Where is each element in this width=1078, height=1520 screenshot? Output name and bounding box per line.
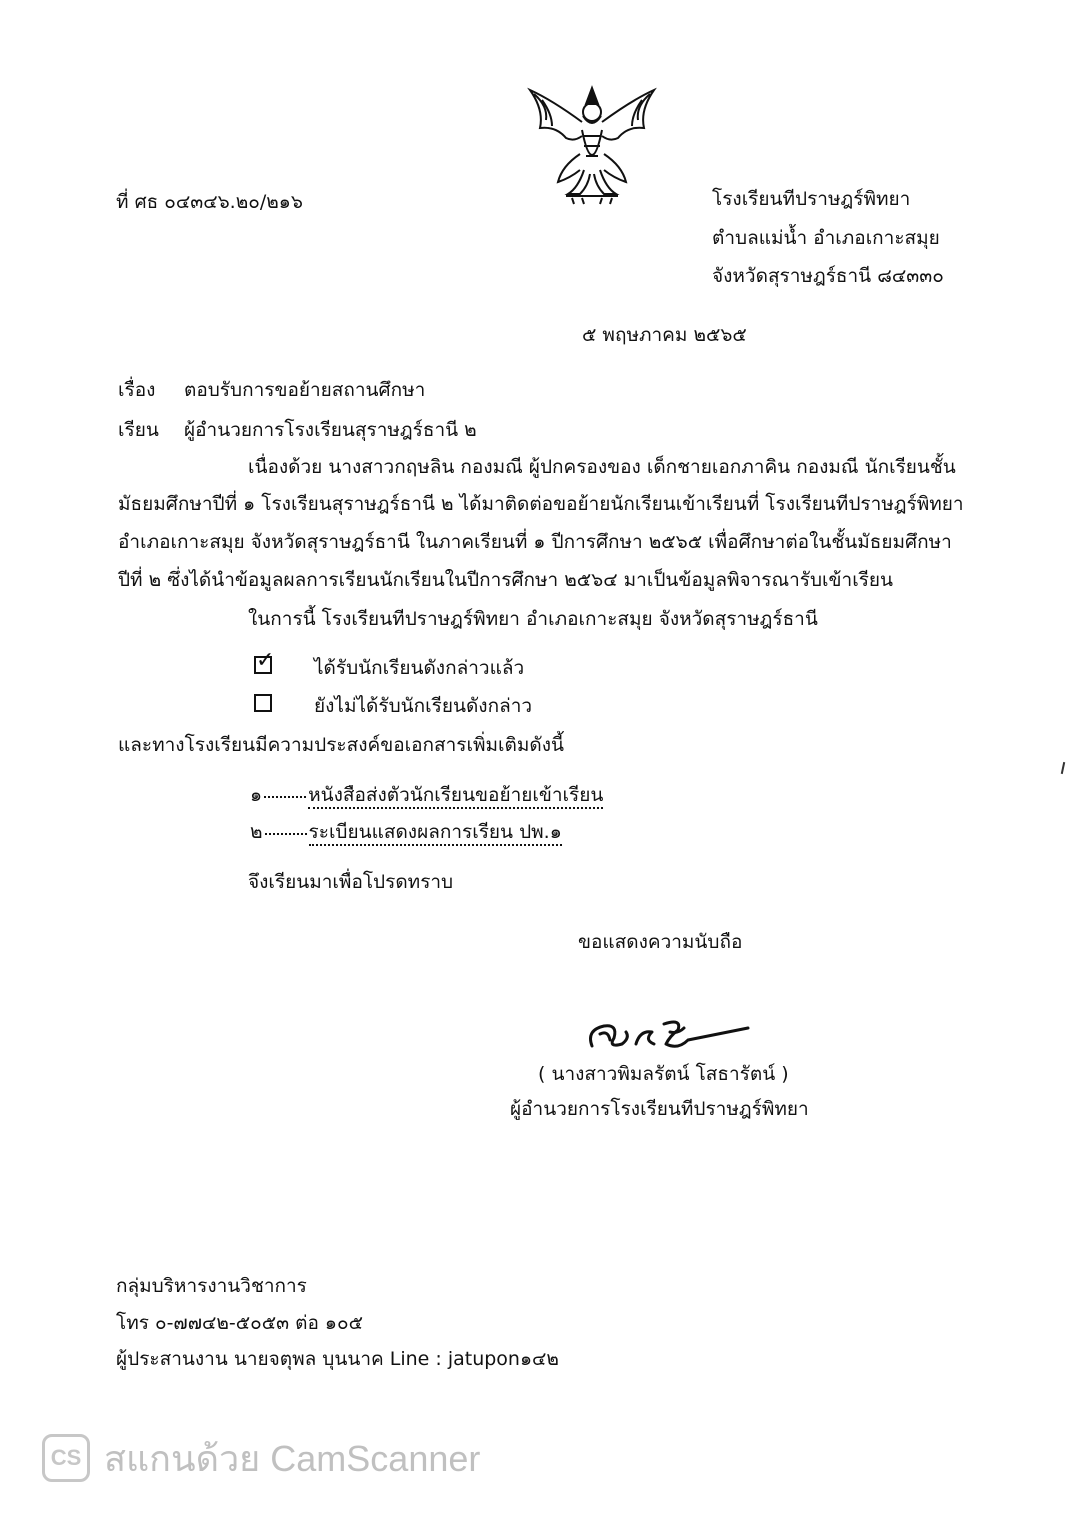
handwritten-signature — [578, 1010, 758, 1060]
body-line-1: เนื่องด้วย นางสาวกฤษลิน กองมณี ผู้ปกครองของ เด็กชายเอกภาคิน กองมณี นักเรียนชั้น — [248, 456, 956, 478]
camscanner-logo-icon: CS — [42, 1434, 90, 1482]
recipient-label: เรียน — [118, 419, 159, 441]
body-line-4: ปีที่ ๒ ซึ่งได้นำข้อมูลผลการเรียนนักเรียนในปีการศึกษา ๒๕๖๔ มาเป็นข้อมูลพิจารณารับเข้าเรียน — [118, 569, 894, 591]
body-line-5: ในการนี้ โรงเรียนทีปราษฎร์พิทยา อำเภอเกาะสมุย จังหวัดสุราษฎร์ธานี — [248, 608, 818, 630]
regards-text: ขอแสดงความนับถือ — [578, 931, 743, 953]
option-not-received-checkbox[interactable] — [254, 694, 272, 712]
reference-number: ที่ ศธ ๐๔๓๔๖.๒๐/๒๑๖ — [116, 191, 303, 213]
dotted-leader — [265, 833, 307, 835]
document-text: ระเบียนแสดงผลการเรียน ปพ.๑ — [309, 821, 562, 846]
option-received-checkbox[interactable] — [254, 648, 275, 674]
school-address-line2: จังหวัดสุราษฎร์ธานี ๘๔๓๓๐ — [712, 265, 944, 287]
school-name: โรงเรียนทีปราษฎร์พิทยา — [712, 188, 911, 210]
footer-phone: โทร ๐-๗๗๔๒-๕๐๕๓ ต่อ ๑๐๕ — [116, 1312, 363, 1334]
document-number: ๒ — [250, 821, 263, 843]
closing-text: จึงเรียนมาเพื่อโปรดทราบ — [248, 871, 454, 893]
subject-value: ตอบรับการขอย้ายสถานศึกษา — [184, 379, 426, 401]
footer-department: กลุ่มบริหารงานวิชาการ — [116, 1275, 307, 1297]
margin-mark — [1061, 762, 1065, 774]
school-address-line1: ตำบลแม่น้ำ อำเภอเกาะสมุย — [712, 227, 940, 249]
request-intro: และทางโรงเรียนมีความประสงค์ขอเอกสารเพิ่มเติมดังนี้ — [118, 734, 565, 756]
option-not-received-label: ยังไม่ได้รับนักเรียนดังกล่าว — [314, 695, 533, 717]
body-line-2: มัธยมศึกษาปีที่ ๑ โรงเรียนสุราษฎร์ธานี ๒ ได้มาติดต่อขอย้ายนักเรียนเข้าเรียนที่ โรงเรียนทีปราษฎร์พิทยา — [118, 493, 964, 515]
document-text: หนังสือส่งตัวนักเรียนขอย้ายเข้าเรียน — [308, 784, 603, 809]
subject-label: เรื่อง — [118, 379, 156, 401]
body-line-3: อำเภอเกาะสมุย จังหวัดสุราษฎร์ธานี ในภาคเรียนที่ ๑ ปีการศึกษา ๒๕๖๕ เพื่อศึกษาต่อในชั้นมัธยมศึกษา — [118, 531, 952, 553]
dotted-leader — [264, 796, 306, 798]
document-item-2 — [250, 820, 562, 844]
document-item-1 — [250, 783, 603, 807]
recipient-value: ผู้อำนวยการโรงเรียนสุราษฎร์ธานี ๒ — [184, 419, 477, 441]
footer-coordinator: ผู้ประสานงาน นายจตุพล บุนนาค Line : jatupon๑๔๒ — [116, 1348, 559, 1370]
option-received-label: ได้รับนักเรียนดังกล่าวแล้ว — [314, 657, 525, 679]
letter-date: ๕ พฤษภาคม ๒๕๖๕ — [582, 324, 747, 346]
checkmark-icon: ✓ — [256, 648, 275, 673]
camscanner-watermark: สแกนด้วย CamScanner — [104, 1438, 481, 1479]
garuda-emblem-icon — [522, 70, 662, 210]
signer-position: ผู้อำนวยการโรงเรียนทีปราษฎร์พิทยา — [510, 1098, 809, 1120]
signer-name: ( นางสาวพิมลรัตน์ โสธารัตน์ ) — [538, 1063, 789, 1085]
document-number: ๑ — [250, 784, 263, 806]
